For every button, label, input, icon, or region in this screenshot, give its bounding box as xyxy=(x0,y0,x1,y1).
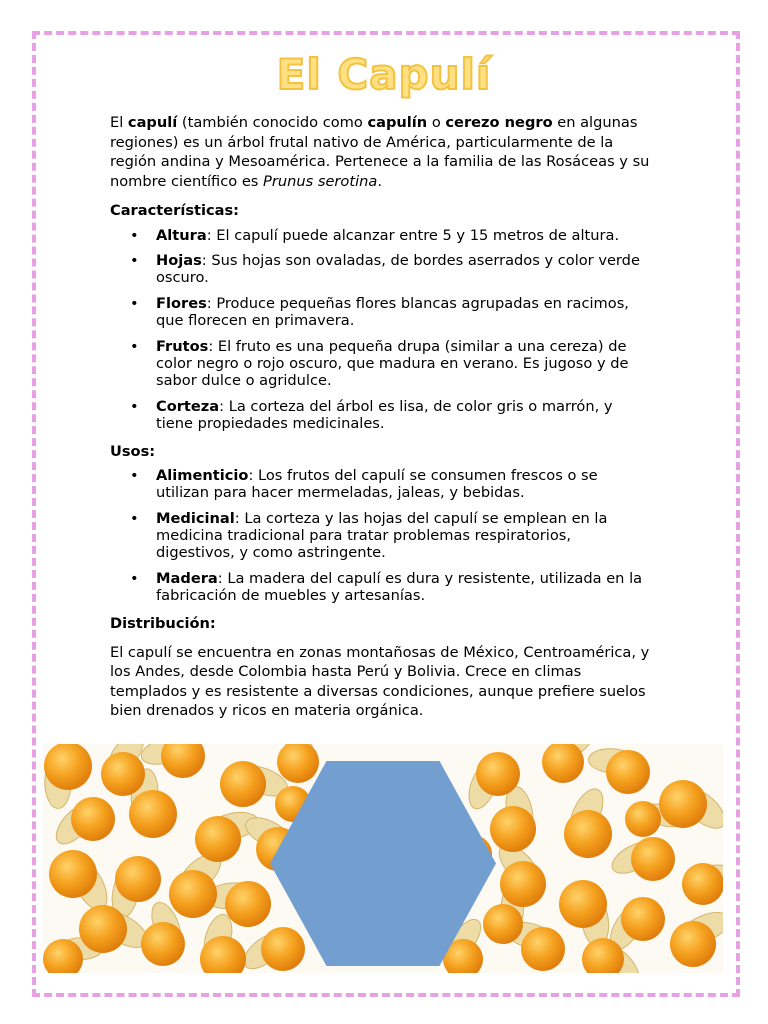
intro-bold: capulí xyxy=(127,114,178,131)
intro-bold: cerezo negro xyxy=(445,114,553,131)
intro-text: en algunas regiones) es un árbol frutal nativo de América, particularmente de la región andina y Mesoamérica. Pertenece a la familia de las Rosáceas y su nombre científico es xyxy=(110,114,650,190)
bullet-icon: • xyxy=(130,397,139,415)
intro-text: (también conocido como xyxy=(177,114,368,131)
list-caracteristicas xyxy=(110,227,650,432)
list-item xyxy=(110,338,650,389)
bullet-icon: • xyxy=(130,226,139,244)
item-text: : Los frutos del capulí se consumen frescos o se utilizan para hacer mermeladas, jaleas, y bebidas. xyxy=(156,467,598,501)
item-text: : Produce pequeñas flores blancas agrupadas en racimos, que florecen en primavera. xyxy=(156,294,629,329)
intro-text: El xyxy=(110,114,128,131)
item-term: Flores xyxy=(156,294,207,312)
item-term: Frutos xyxy=(156,337,209,355)
list-item xyxy=(110,510,650,561)
document-body xyxy=(110,113,650,721)
bullet-icon: • xyxy=(130,570,139,587)
intro-text: o xyxy=(427,114,446,131)
intro-text: . xyxy=(377,172,382,190)
intro-bold: capulín xyxy=(367,114,428,131)
list-item xyxy=(110,227,650,244)
intro-paragraph xyxy=(110,113,650,191)
heading-caracteristicas: Características: xyxy=(110,202,240,219)
list-item xyxy=(110,252,650,286)
bullet-icon: • xyxy=(130,294,139,312)
bullet-icon: • xyxy=(130,510,139,527)
list-usos xyxy=(110,467,650,604)
item-term: Medicinal xyxy=(156,510,235,527)
list-item xyxy=(110,467,650,501)
item-text: : La corteza y las hojas del capulí se emplean en la medicina tradicional para tratar problemas respiratorios, digestivos, y como astringente. xyxy=(156,510,608,561)
heading-usos: Usos: xyxy=(110,442,156,460)
list-item xyxy=(110,570,650,604)
list-item xyxy=(110,295,650,329)
item-text: : El capulí puede alcanzar entre 5 y 15 metros de altura. xyxy=(206,226,620,244)
distribucion-paragraph: El capulí se encuentra en zonas montañosas de México, Centroamérica, y los Andes, desde Colombia hasta Perú y Bolivia. Crece en climas templados y es resistente a diversas condiciones, aunque prefiere suelos bien drenados y ricos en materia orgánica. xyxy=(110,643,650,719)
item-term: Altura xyxy=(156,226,207,244)
bullet-icon: • xyxy=(130,467,139,484)
list-item xyxy=(110,398,650,432)
item-text: : La corteza del árbol es lisa, de color gris o marrón, y tiene propiedades medicinales. xyxy=(156,397,613,432)
item-text: : El fruto es una pequeña drupa (similar a una cereza) de color negro o rojo oscuro, que madura en verano. Es jugoso y de sabor dulce o agridulce. xyxy=(156,337,629,389)
bullet-icon: • xyxy=(130,251,139,269)
item-text: : La madera del capulí es dura y resistente, utilizada en la fabricación de muebles y artesanías. xyxy=(156,570,643,604)
page-title: El Capulí xyxy=(276,50,492,99)
heading-distribucion: Distribución: xyxy=(110,615,216,632)
item-term: Hojas xyxy=(156,251,202,269)
item-text: : Sus hojas son ovaladas, de bordes aserrados y color verde oscuro. xyxy=(156,251,640,286)
bullet-icon: • xyxy=(130,337,139,355)
item-term: Madera xyxy=(156,570,218,587)
scientific-name: Prunus serotina xyxy=(263,172,378,190)
item-term: Alimenticio xyxy=(156,467,249,484)
item-term: Corteza xyxy=(156,397,220,415)
